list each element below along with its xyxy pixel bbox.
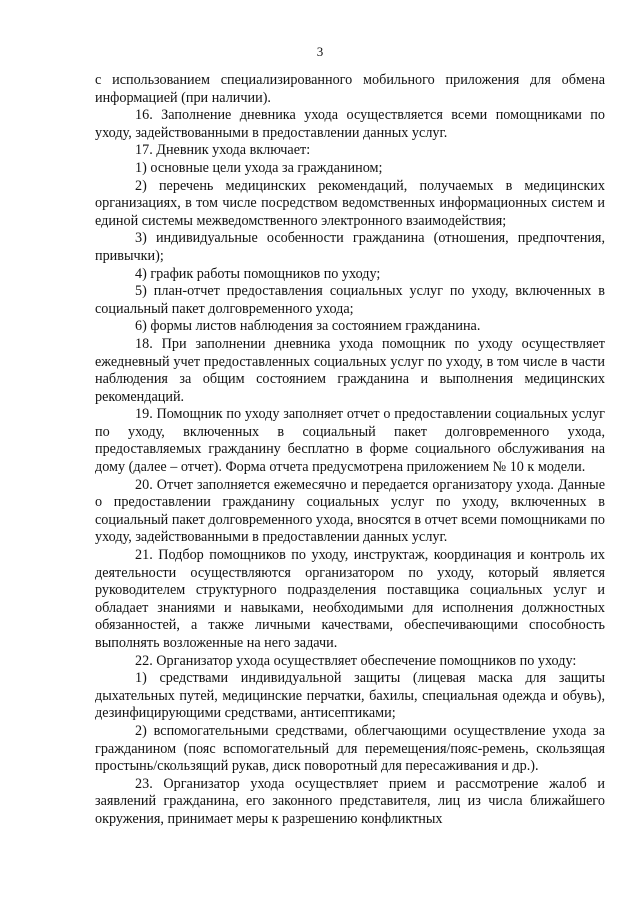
paragraph-17-item-3: 3) индивидуальные особенности гражданина (отношения, предпочтения, привычки); [95, 230, 605, 264]
paragraph-19: 19. Помощник по уходу заполняет отчет о предоставлении социальных услуг по уходу, включенных в социальный пакет долговременного ухода, предоставляемых гражданину бесплатно в форме социального обслуживания на дому (далее – отчет). Форма отчета предусмотрена приложением № 10 к модели. [95, 406, 605, 476]
paragraph-22: 22. Организатор ухода осуществляет обеспечение помощников по уходу: [135, 652, 577, 669]
paragraph-17-item-1: 1) основные цели ухода за гражданином; [135, 159, 383, 176]
paragraph-16: 16. Заполнение дневника ухода осуществляется всеми помощниками по уходу, задействованными в предоставлении данных услуг. [95, 107, 605, 141]
paragraph-17-item-5: 5) план-отчет предоставления социальных услуг по уходу, включенных в социальный пакет долговременного ухода; [95, 283, 605, 317]
paragraph-17-item-2: 2) перечень медицинских рекомендаций, получаемых в медицинских организациях, в том числе посредством ведомственных информационных систем и единой системы межведомственного электронного взаимодействия; [95, 177, 605, 229]
paragraph-22-item-1: 1) средствами индивидуальной защиты (лицевая маска для защиты дыхательных путей, медицинские перчатки, бахилы, специальная одежда и обувь), дезинфицирующими средствами, антисептиками; [95, 670, 605, 722]
page-number: 3 [316, 44, 324, 59]
paragraph-17-item-6: 6) формы листов наблюдения за состоянием гражданина. [135, 318, 481, 335]
paragraph-18: 18. При заполнении дневника ухода помощник по уходу осуществляет ежедневный учет предоставленных социальных услуг по уходу, в том числе в части наблюдения за общим состоянием гражданина и выполнения медицинских рекомендаций. [95, 335, 605, 405]
document-body [95, 72, 605, 829]
paragraph-21: 21. Подбор помощников по уходу, инструктаж, координация и контроль их деятельности осуществляются организатором по уходу, который является руководителем структурного подразделения поставщика социальных услуг и обладает знаниями и навыками, необходимыми для исполнения должностных обязанностей, а также личными качествами, обеспечивающими способность выполнять возложенные на него задачи. [95, 547, 605, 651]
paragraph-17-item-4: 4) график работы помощников по уходу; [135, 265, 381, 282]
paragraph-23: 23. Организатор ухода осуществляет прием и рассмотрение жалоб и заявлений гражданина, его законного представителя, лиц из числа ближайшего окружения, принимает меры к разрешению конфликтных [95, 775, 605, 827]
paragraph-continuation: с использованием специализированного мобильного приложения для обмена информацией (при наличии). [95, 72, 605, 106]
paragraph-22-item-2: 2) вспомогательными средствами, облегчающими осуществление ухода за гражданином (пояс вспомогательный для перемещения/пояс-ремень, скользящая простынь/скользящий рукав, диск поворотный для пересаживания и др.). [95, 722, 605, 775]
paragraph-17: 17. Дневник ухода включает: [135, 142, 311, 159]
paragraph-20: 20. Отчет заполняется ежемесячно и передается организатору ухода. Данные о предоставлении гражданину социальных услуг по уходу, включенных в социальный пакет долговременного ухода, вносятся в отчет всеми помощниками по уходу, задействованными в предоставлении данных услуг. [95, 476, 605, 546]
